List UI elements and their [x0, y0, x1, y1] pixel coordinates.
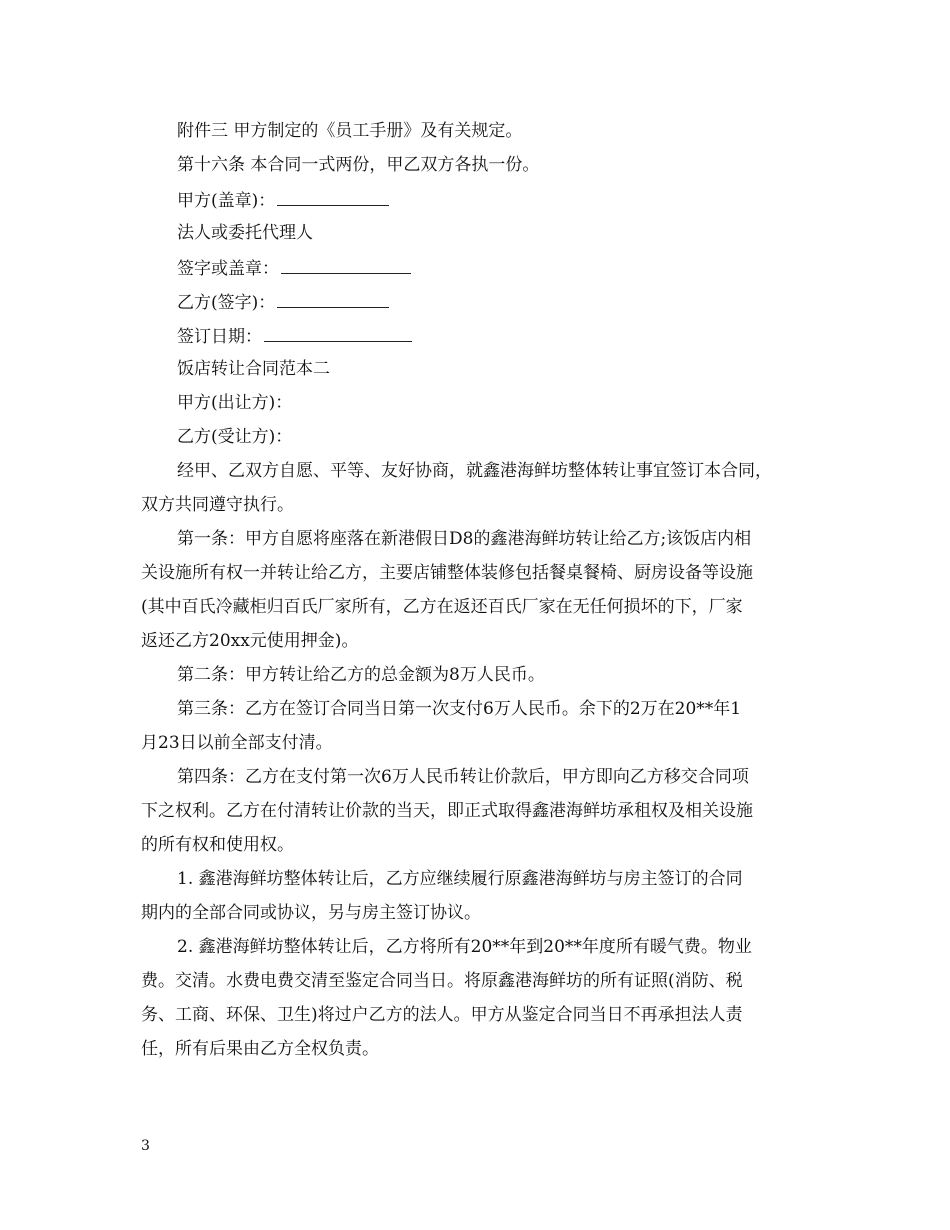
signature-line-party-a: [177, 189, 857, 211]
text-line: (其中百氏冷藏柜归百氏厂家所有，乙方在返还百氏厂家在无任何损坏的下，厂家: [141, 597, 743, 617]
text-line: 第十六条 本合同一式两份，甲乙双方各执一份。: [177, 155, 540, 175]
text-line: 务、工商、环保、卫生)将过户乙方的法人。甲方从鉴定合同当日不再承担法人责: [141, 1005, 743, 1025]
text-line: 的所有权和使用权。: [141, 835, 294, 855]
blank-underline: [264, 325, 412, 342]
blank-underline: [281, 257, 411, 274]
text-line: 期内的全部合同或协议，另与房主签订协议。: [141, 903, 481, 923]
list-item: 2. 鑫港海鲜坊整体转让后，乙方将所有20**年到20**年度所有暖气费。物业: [177, 937, 752, 957]
label: 签字或盖章：: [177, 259, 279, 279]
text-line: 乙方(受让方)：: [177, 427, 293, 447]
text-line: 第一条：甲方自愿将座落在新港假日D8的鑫港海鲜坊转让给乙方;该饭店内相: [177, 529, 752, 549]
blank-underline: [277, 189, 389, 206]
section-title: 饭店转让合同范本二: [177, 359, 330, 379]
blank-underline: [277, 291, 389, 308]
text-line: 返还乙方20xx元使用押金)。: [141, 631, 359, 651]
list-item: 1. 鑫港海鲜坊整体转让后，乙方应继续履行原鑫港海鲜坊与房主签订的合同: [177, 869, 743, 889]
text-line: 第二条：甲方转让给乙方的总金额为8万人民币。: [177, 665, 545, 685]
label: 乙方(签字)：: [177, 293, 276, 313]
page-number: 3: [141, 1138, 150, 1154]
text-line: 关设施所有权一并转让给乙方，主要店铺整体装修包括餐桌餐椅、厨房设备等设施: [141, 563, 753, 583]
text-line: 下之权利。乙方在付清转让价款的当天，即正式取得鑫港海鲜坊承租权及相关设施: [141, 801, 753, 821]
text-line: 费。交清。水费电费交清至鉴定合同当日。将原鑫港海鲜坊的所有证照(消防、税: [141, 971, 743, 991]
signature-line-party-b: [177, 291, 857, 313]
text-line: 月23日以前全部支付清。: [141, 733, 333, 753]
signature-line-sign-or-seal: [177, 257, 857, 279]
text-line: 法人或委托代理人: [177, 223, 313, 243]
text-line: 第四条：乙方在支付第一次6万人民币转让价款后，甲方即向乙方移交合同项: [177, 767, 749, 787]
text-line: 经甲、乙双方自愿、平等、友好协商，就鑫港海鲜坊整体转让事宜签订本合同，: [177, 461, 772, 481]
label: 签订日期：: [177, 327, 262, 347]
text-line: 任，所有后果由乙方全权负责。: [141, 1039, 379, 1059]
text-line: 第三条：乙方在签订合同当日第一次支付6万人民币。余下的2万在20**年1: [177, 699, 742, 719]
text-line: 甲方(出让方)：: [177, 393, 293, 413]
text-line: 双方共同遵守执行。: [141, 495, 294, 515]
label: 甲方(盖章)：: [177, 191, 276, 211]
text-line: 附件三 甲方制定的《员工手册》及有关规定。: [177, 121, 523, 141]
signature-line-date: [177, 325, 857, 347]
